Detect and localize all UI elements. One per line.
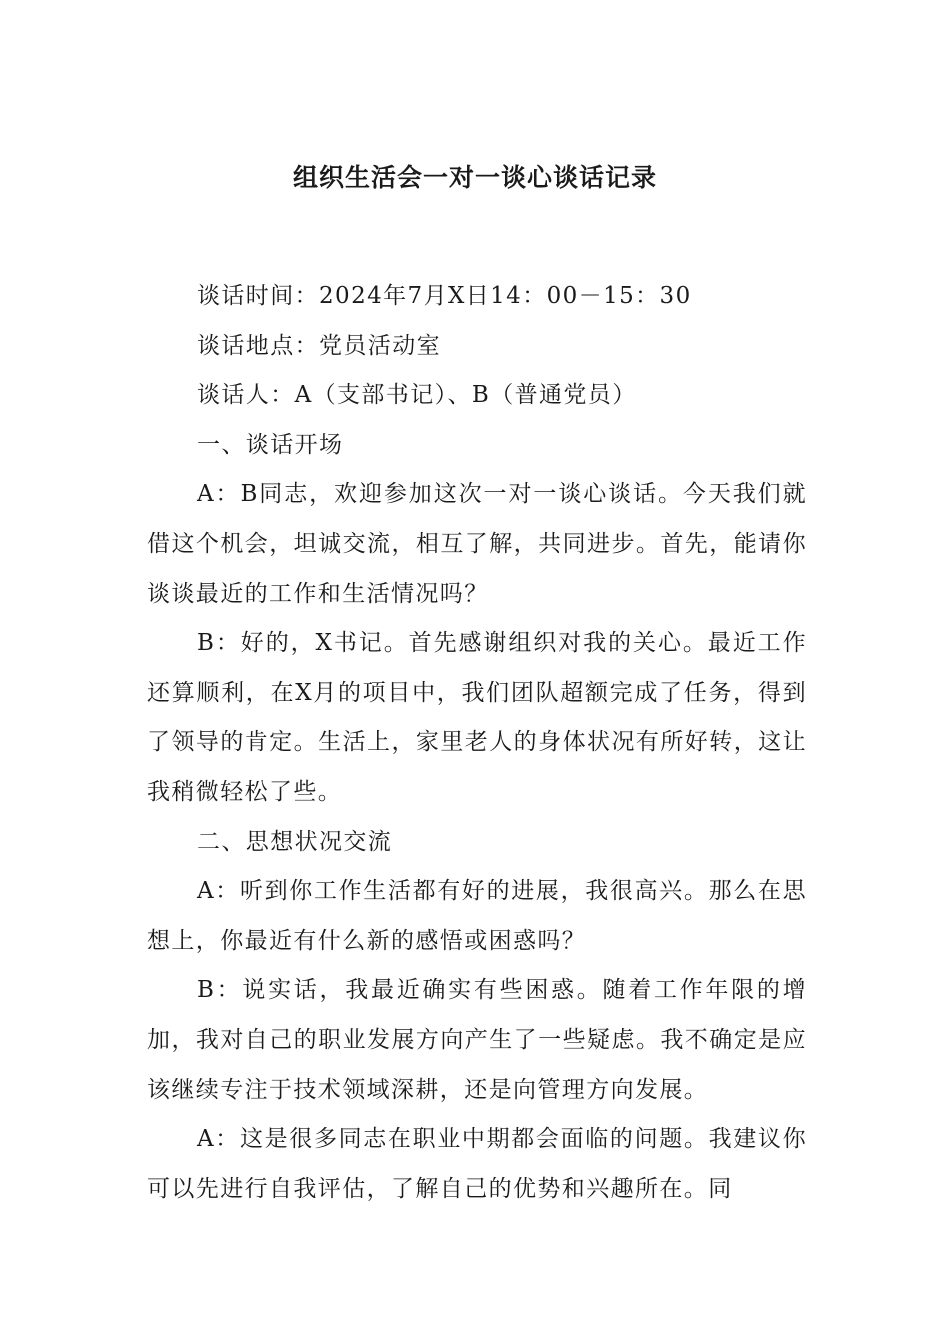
meeting-location-line: 谈话地点：党员活动室 [197, 332, 441, 359]
section-heading-opening: 一、谈话开场 [197, 431, 344, 458]
document-body [147, 272, 807, 1214]
meeting-time-line: 谈话时间：2024年7月X日14：00－15：30 [197, 283, 692, 309]
dialogue-paragraph: B：好的，X书记。首先感谢组织对我的关心。最近工作还算顺利，在X月的项目中，我们团队超额完成了任务，得到了领导的肯定。生活上，家里老人的身体状况有所好转，这让我稍微轻松了些。 [147, 630, 807, 805]
document-title: 组织生活会一对一谈心谈话记录 [292, 163, 657, 192]
dialogue-paragraph: A：B同志，欢迎参加这次一对一谈心谈话。今天我们就借这个机会，坦诚交流，相互了解，共同进步。首先，能请你谈谈最近的工作和生活情况吗？ [147, 481, 807, 607]
participants-line: 谈话人：A（支部书记）、B（普通党员） [197, 382, 637, 409]
dialogue-paragraph: A：这是很多同志在职业中期都会面临的问题。我建议你可以先进行自我评估，了解自己的优势和兴趣所在。同 [147, 1126, 807, 1202]
section-heading-thoughts: 二、思想状况交流 [197, 828, 393, 855]
dialogue-paragraph: A：听到你工作生活都有好的进展，我很高兴。那么在思想上，你最近有什么新的感悟或困惑吗？ [147, 878, 807, 954]
dialogue-paragraph: B：说实话，我最近确实有些困惑。随着工作年限的增加，我对自己的职业发展方向产生了一些疑虑。我不确定是应该继续专注于技术领域深耕，还是向管理方向发展。 [147, 977, 807, 1103]
